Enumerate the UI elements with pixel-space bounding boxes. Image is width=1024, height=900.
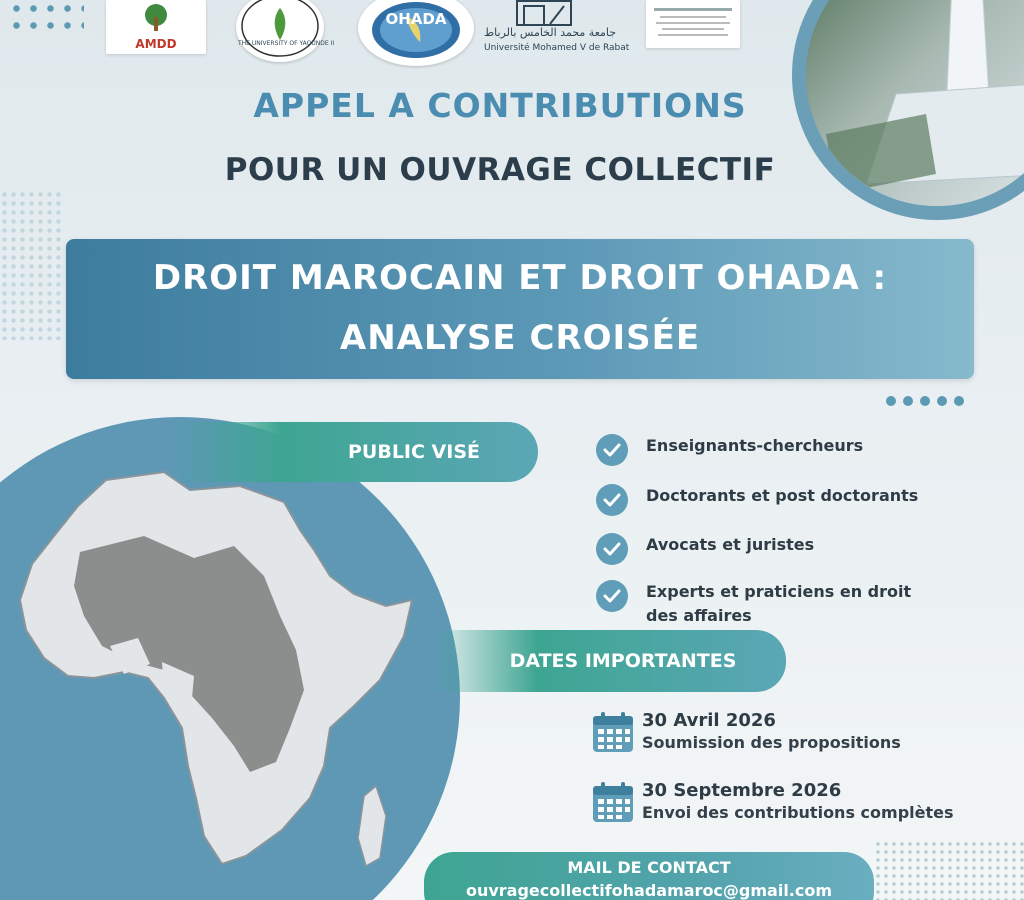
amdd-logo-text: AMDD <box>135 37 177 51</box>
audience-pill <box>170 422 538 482</box>
date-description: Soumission des propositions <box>642 733 901 752</box>
um5-arabic-name: جامعة محمد الخامس بالرباط <box>484 26 617 39</box>
ohada-logo <box>358 0 474 66</box>
yaounde-logo-text: THE UNIVERSITY OF YAOUNDE II <box>238 40 335 47</box>
decorative-dots-left <box>0 190 62 340</box>
date-item-1 <box>590 710 901 756</box>
audience-item-3 <box>596 533 946 565</box>
decorative-dots-row <box>886 396 964 406</box>
call-title: APPEL A CONTRIBUTIONS <box>253 86 747 125</box>
topic-title-line1: DROIT MAROCAIN ET DROIT OHADA : <box>152 258 888 298</box>
audience-item-1 <box>596 434 946 466</box>
globe-icon <box>366 0 466 60</box>
tree-icon <box>136 3 176 33</box>
audience-text: Enseignants-chercheurs <box>646 436 864 455</box>
calendar-icon <box>590 780 636 826</box>
dates-pill <box>430 630 786 692</box>
check-icon <box>596 484 628 516</box>
check-icon <box>596 533 628 565</box>
date-description: Envoi des contributions complètes <box>642 803 954 822</box>
check-icon <box>596 434 628 466</box>
um5-logo <box>480 0 630 58</box>
audience-text: Experts et praticiens en droit des affaires <box>646 582 912 625</box>
university-yaounde-logo <box>236 0 335 62</box>
amdd-logo <box>106 0 206 54</box>
decorative-dots-bottom-right <box>874 840 1024 900</box>
call-subtitle: POUR UN OUVRAGE COLLECTIF <box>224 152 776 188</box>
building-logo-icon <box>516 0 572 26</box>
date-item-2 <box>590 780 954 826</box>
um5-latin-name: Université Mohamed V de Rabat <box>484 43 630 53</box>
africa-map <box>14 466 434 886</box>
calendar-icon <box>590 710 636 756</box>
audience-text: Avocats et juristes <box>646 535 815 554</box>
contact-email[interactable]: ouvragecollectifohadamaroc@gmail.com <box>465 881 833 900</box>
topic-title-line2: ANALYSE CROISÉE <box>339 318 701 358</box>
audience-item-4 <box>596 580 946 628</box>
audience-label: PUBLIC VISÉ <box>347 441 480 463</box>
decorative-dots-top-left <box>8 0 84 34</box>
audience-item-2 <box>596 484 946 516</box>
ohada-logo-text: OHADA <box>385 10 447 28</box>
contact-label: MAIL DE CONTACT <box>567 858 731 877</box>
check-icon <box>596 580 628 612</box>
audience-text: Doctorants et post doctorants <box>646 486 919 505</box>
date-value: 30 Septembre 2026 <box>642 780 842 801</box>
contact-pill <box>424 852 874 900</box>
dates-label: DATES IMPORTANTES <box>509 650 737 672</box>
date-value: 30 Avril 2026 <box>642 710 776 731</box>
partner-logo <box>646 0 740 48</box>
